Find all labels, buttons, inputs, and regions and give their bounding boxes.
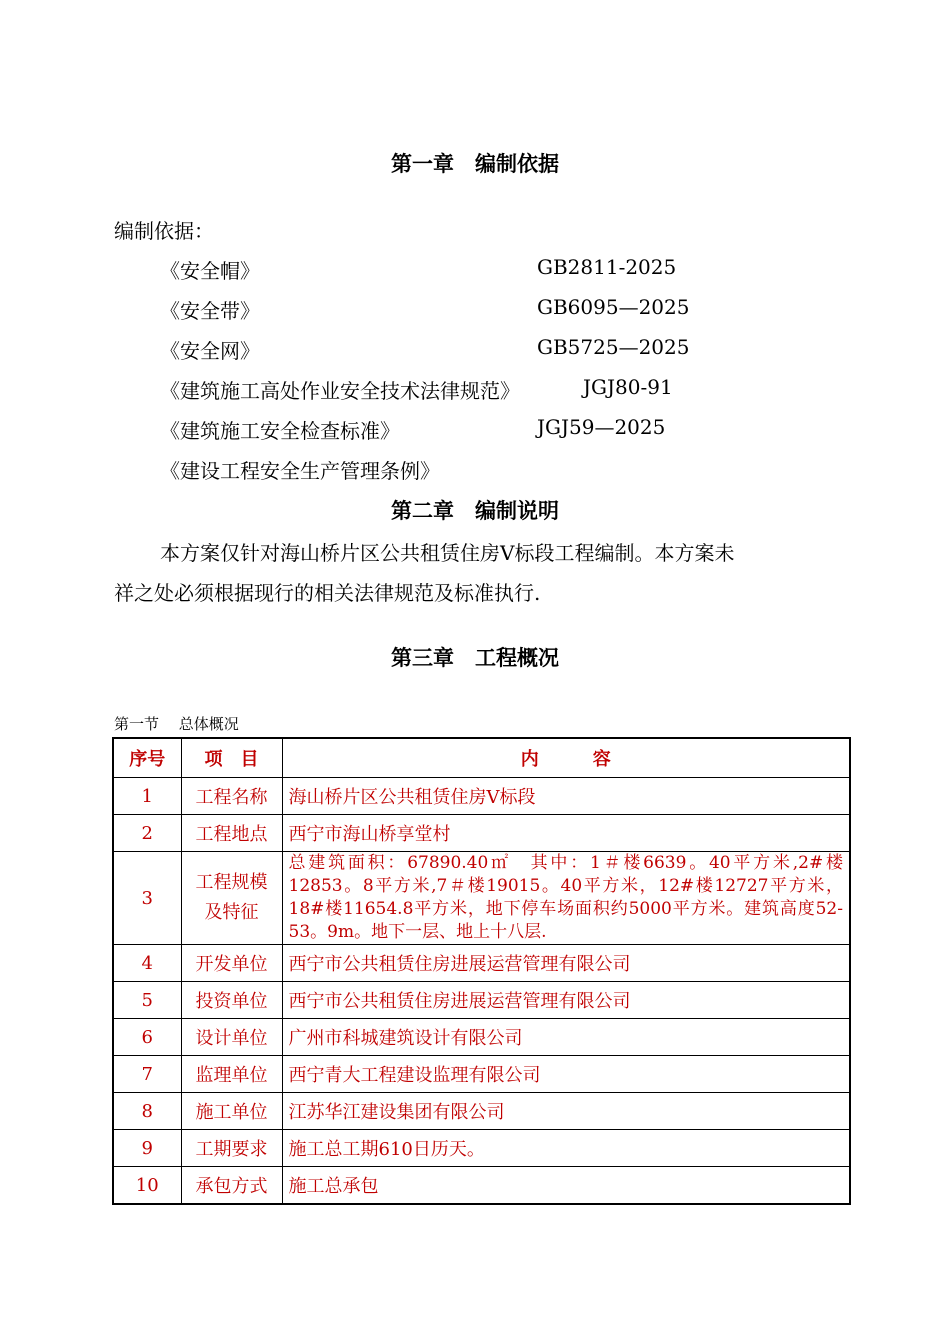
reference-title: 《建筑施工高处作业安全技术法律规范》 — [160, 379, 520, 403]
row-item: 工期要求 — [181, 1130, 282, 1167]
table-row — [113, 815, 850, 852]
chapter-2-title: 第二章 编制说明 — [391, 499, 559, 523]
reference-code: GB2811-2025 — [537, 255, 677, 279]
table-row — [113, 1019, 850, 1056]
row-index: 10 — [113, 1167, 181, 1205]
row-index: 9 — [113, 1130, 181, 1167]
row-item: 开发单位 — [181, 945, 282, 982]
table-header-row — [113, 738, 850, 778]
table-row — [113, 1093, 850, 1130]
header-index: 序号 — [113, 738, 181, 778]
row-item: 监理单位 — [181, 1056, 282, 1093]
scale-description: 总建筑面积：67890.40㎡ 其中：1＃楼6639。40平方米,2#楼12853。8平方米,7＃楼19015。40平方米，12#楼12727平方米，18#楼11654.8平方米，地下停车场面积约5000平方米。建筑高度52-53。9m。地下一层、地上十八层. — [288, 853, 843, 942]
row-index: 4 — [113, 945, 181, 982]
row-content: 西宁市公共租赁住房进展运营管理有限公司 — [282, 982, 850, 1019]
row-content: 西宁市公共租赁住房进展运营管理有限公司 — [282, 945, 850, 982]
header-item: 项 目 — [181, 738, 282, 778]
row-index: 2 — [113, 815, 181, 852]
row-content: 广州市科城建筑设计有限公司 — [282, 1019, 850, 1056]
row-item: 投资单位 — [181, 982, 282, 1019]
reference-code: GB5725—2025 — [537, 335, 690, 359]
row-index: 1 — [113, 778, 181, 815]
table-row — [113, 852, 850, 945]
row-content: 施工总承包 — [282, 1167, 850, 1205]
reference-title: 《安全网》 — [160, 339, 260, 363]
table-row — [113, 1167, 850, 1205]
row-item: 工程名称 — [181, 778, 282, 815]
row-content: 西宁市海山桥享堂村 — [282, 815, 850, 852]
row-index: 7 — [113, 1056, 181, 1093]
row-item: 承包方式 — [181, 1167, 282, 1205]
section-label: 第一节 总体概况 — [114, 715, 239, 733]
chapter-1-title: 第一章 编制依据 — [391, 152, 559, 176]
reference-code: JGJ80-91 — [583, 375, 673, 399]
reference-code: GB6095—2025 — [537, 295, 690, 319]
references-intro: 编制依据： — [114, 219, 214, 243]
row-item: 工程地点 — [181, 815, 282, 852]
table-row — [113, 778, 850, 815]
table-row — [113, 1056, 850, 1093]
row-index: 6 — [113, 1019, 181, 1056]
row-item: 设计单位 — [181, 1019, 282, 1056]
explanation-line-1: 本方案仅针对海山桥片区公共租赁住房Ⅴ标段工程编制。本方案未 — [160, 541, 735, 565]
row-index: 8 — [113, 1093, 181, 1130]
row-index: 3 — [113, 852, 181, 945]
overview-table — [112, 737, 851, 1205]
row-content: 海山桥片区公共租赁住房Ⅴ标段 — [282, 778, 850, 815]
header-content: 内 容 — [282, 738, 850, 778]
reference-title: 《建筑施工安全检查标准》 — [160, 419, 400, 443]
reference-code: JGJ59—2025 — [537, 415, 666, 439]
reference-title: 《建设工程安全生产管理条例》 — [160, 459, 440, 483]
chapter-3-title: 第三章 工程概况 — [391, 646, 559, 670]
table-row — [113, 982, 850, 1019]
row-index: 5 — [113, 982, 181, 1019]
explanation-line-2: 祥之处必须根据现行的相关法律规范及标准执行. — [114, 581, 541, 605]
table-row — [113, 1130, 850, 1167]
row-content: 西宁青大工程建设监理有限公司 — [282, 1056, 850, 1093]
row-item: 施工单位 — [181, 1093, 282, 1130]
row-content: 江苏华江建设集团有限公司 — [282, 1093, 850, 1130]
table-row — [113, 945, 850, 982]
row-item: 工程规模及特征 — [181, 852, 282, 945]
row-content — [282, 852, 850, 945]
reference-title: 《安全帽》 — [160, 259, 260, 283]
row-content: 施工总工期610日历天。 — [282, 1130, 850, 1167]
reference-title: 《安全带》 — [160, 299, 260, 323]
